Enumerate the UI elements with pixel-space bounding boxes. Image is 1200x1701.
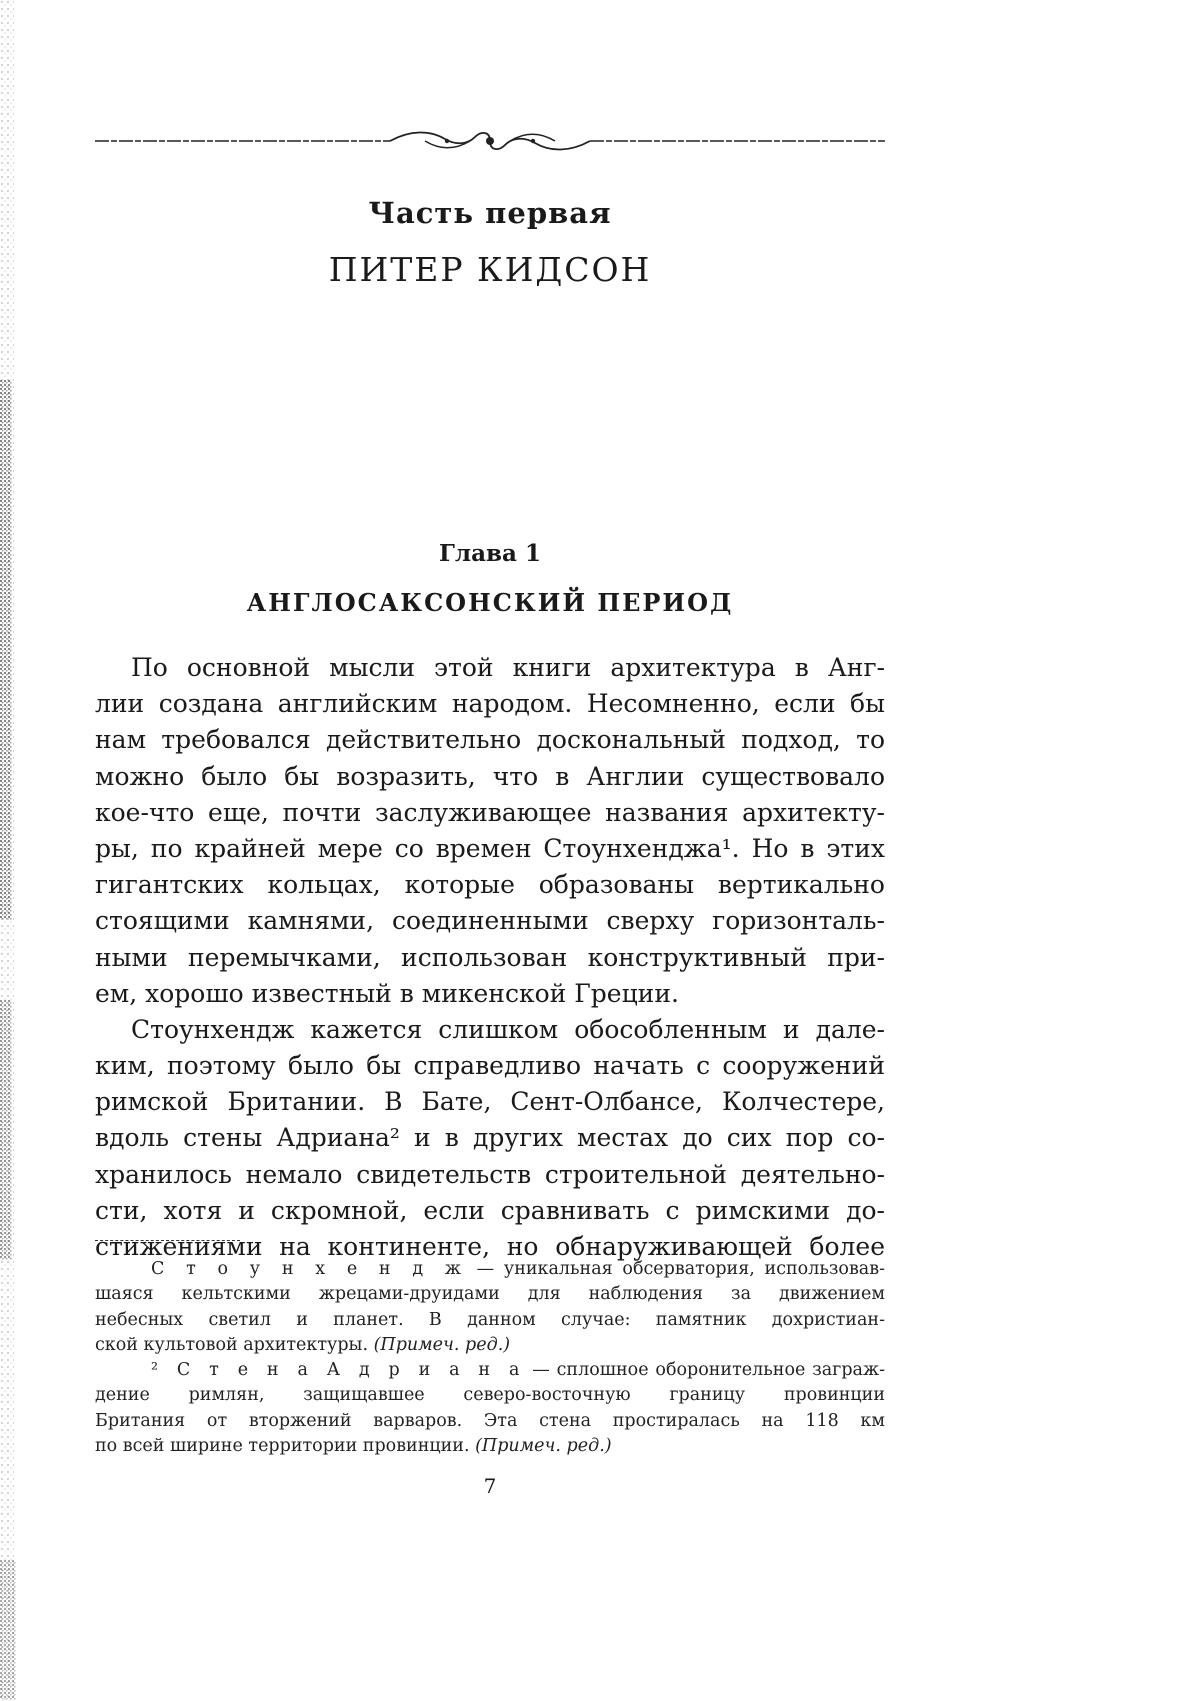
footnote-line: Британия от вторжений варваров. Эта стена простиралась на 118 км — [95, 1410, 885, 1431]
ornament-divider — [95, 126, 885, 156]
footnote-term: ² С т е н а А д р и а н а — [151, 1360, 526, 1381]
book-page — [95, 0, 885, 1701]
scan-gutter-noise — [0, 0, 40, 1701]
part-title: ПИТЕР КИДСОН — [328, 250, 652, 289]
body-text — [95, 650, 885, 1265]
footnote-line: ² С т е н а А д р и а н а — сплошное оборонительное заграж- — [151, 1360, 885, 1381]
chapter-title: АНГЛОСАКСОНСКИЙ ПЕРИОД — [246, 588, 734, 617]
footnote-term: С т о у н х е н д ж — [151, 1259, 467, 1279]
text-line: гигантских кольцах, которые образованы вертикально — [95, 870, 885, 900]
text-line: лии создана английским народом. Несомненно, если бы — [95, 689, 885, 719]
text-line: Стоунхендж кажется слишком обособленным и дале- — [131, 1014, 885, 1044]
text-line: стижениями на континенте, но обнаруживающей более — [95, 1232, 885, 1261]
footnotes — [95, 1257, 885, 1459]
text-line: вдоль стены Адриана² и в других местах до сих пор со- — [95, 1123, 885, 1153]
footnote-line: шаяся кельтскими жрецами-друидами для наблюдения за движением — [95, 1284, 885, 1305]
text-line: По основной мысли этой книги архитектура в Анг- — [131, 653, 885, 682]
text-line: ем, хорошо известный в микенской Греции. — [95, 978, 679, 1008]
editor-note: (Примеч. ред.) — [475, 1436, 612, 1457]
text-line: стоящими камнями, соединенными сверху горизонталь- — [95, 906, 885, 936]
footnote-line: по всей ширине территории провинции. (Примеч. ред.) — [95, 1436, 612, 1457]
text-line: ными перемычками, использован конструктивный при- — [95, 942, 885, 972]
part-label: Часть первая — [368, 196, 612, 230]
footnote-line: ской культовой архитектуры. (Примеч. ред.) — [95, 1334, 511, 1355]
footnote-line: С т о у н х е н д ж — уникальная обсерватория, использовав- — [151, 1259, 885, 1279]
footnote-line: небесных светил и планет. В данном случае: памятник дохристиан- — [95, 1309, 885, 1330]
text-line: ры, по крайней мере со времен Стоунхенджа¹. Но в этих — [95, 833, 885, 863]
text-line: можно было бы возразить, что в Англии существовало — [95, 761, 885, 791]
text-line: кое-что еще, почти заслуживающее названия архитекту- — [95, 797, 885, 827]
text-line: нам требовался действительно доскональный подход, то — [95, 725, 885, 755]
text-line: римской Британии. В Бате, Сент-Олбансе, Колчестере, — [95, 1087, 885, 1117]
text-line: ким, поэтому было бы справедливо начать с сооружений — [95, 1051, 885, 1081]
text-line: хранилось немало свидетельств строительной деятельно- — [95, 1159, 885, 1189]
editor-note: (Примеч. ред.) — [373, 1334, 511, 1355]
footnote-rule — [95, 1240, 240, 1241]
text-line: сти, хотя и скромной, если сравнивать с римскими до- — [95, 1195, 885, 1225]
footnote-line: дение римлян, защищавшее северо-восточную границу провинции — [95, 1385, 885, 1406]
page-number: 7 — [483, 1474, 497, 1498]
chapter-label: Глава 1 — [439, 540, 541, 567]
